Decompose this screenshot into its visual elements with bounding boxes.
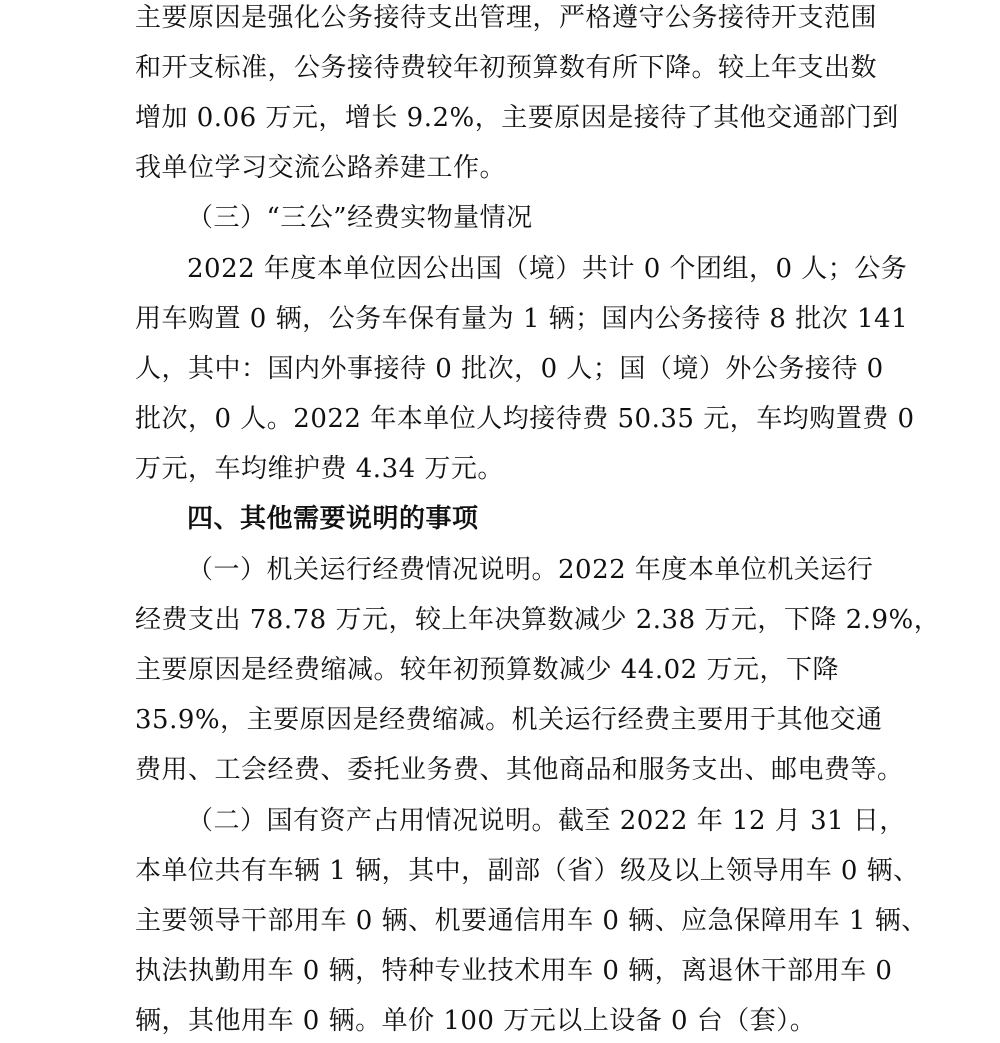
paragraph-line: 经费支出 78.78 万元，较上年决算数减少 2.38 万元，下降 2.9%， (135, 605, 941, 635)
paragraph-line: 万元，车均维护费 4.34 万元。 (135, 454, 504, 484)
paragraph-line: 人，其中：国内外事接待 0 批次，0 人；国（境）外公务接待 0 (135, 354, 884, 384)
paragraph-line: （二）国有资产占用情况说明。截至 2022 年 12 月 31 日， (187, 806, 906, 836)
paragraph-line: 35.9%，主要原因是经费缩减。机关运行经费主要用于其他交通 (135, 705, 883, 735)
paragraph-line: 批次，0 人。2022 年本单位人均接待费 50.35 元，车均购置费 0 (135, 404, 915, 434)
paragraph-line: 和开支标准，公务接待费较年初预算数有所下降。较上年支出数 (135, 53, 878, 83)
paragraph-line: 2022 年度本单位因公出国（境）共计 0 个团组，0 人；公务 (187, 254, 908, 284)
paragraph-line: 主要原因是强化公务接待支出管理，严格遵守公务接待开支范围 (135, 3, 878, 33)
paragraph-line: 我单位学习交流公路养建工作。 (135, 153, 507, 183)
paragraph-line: 辆，其他用车 0 辆。单价 100 万元以上设备 0 台（套）。 (135, 1006, 817, 1036)
paragraph-line: 主要原因是经费缩减。较年初预算数减少 44.02 万元，下降 (135, 655, 839, 685)
paragraph-line: （一）机关运行经费情况说明。2022 年度本单位机关运行 (187, 555, 874, 585)
section-heading: （三）“三公”经费实物量情况 (187, 203, 533, 233)
paragraph-line: 增加 0.06 万元，增长 9.2%，主要原因是接待了其他交通部门到 (135, 103, 899, 133)
paragraph-line: 费用、工会经费、委托业务费、其他商品和服务支出、邮电费等。 (135, 755, 904, 785)
paragraph-line: 执法执勤用车 0 辆，特种专业技术用车 0 辆，离退休干部用车 0 (135, 956, 893, 986)
chapter-heading: 四、其他需要说明的事项 (187, 504, 479, 534)
paragraph-line: 用车购置 0 辆，公务车保有量为 1 辆；国内公务接待 8 批次 141 (135, 304, 909, 334)
paragraph-line: 主要领导干部用车 0 辆、机要通信用车 0 辆、应急保障用车 1 辆、 (135, 906, 928, 936)
paragraph-line: 本单位共有车辆 1 辆，其中，副部（省）级及以上领导用车 0 辆、 (135, 856, 920, 886)
